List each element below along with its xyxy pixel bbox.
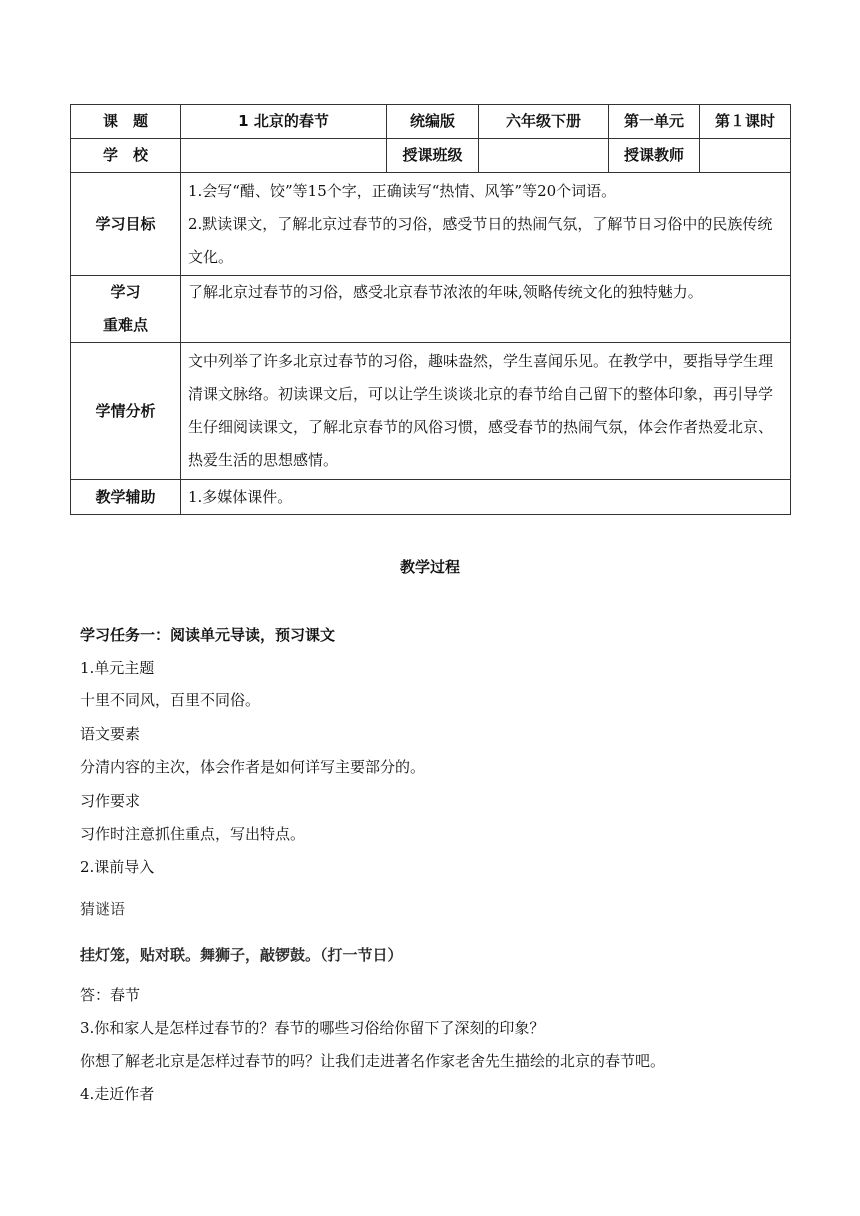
- goal-item: 2.默读课文，了解北京过春节的习俗，感受节日的热闹气氛，了解节日习俗中的民族传统文化。: [188, 214, 773, 266]
- aids-content: 1.多媒体课件。: [181, 480, 791, 515]
- teacher-label: 授课教师: [609, 139, 700, 173]
- key-points-label-line: 重难点: [102, 316, 148, 334]
- edition-cell: 统编版: [387, 105, 479, 139]
- grade-cell: 六年级下册: [479, 105, 609, 139]
- key-points-content: [181, 276, 791, 343]
- table-row: [71, 173, 791, 276]
- task-heading: 学习任务一：阅读单元导读，预习课文: [80, 626, 336, 644]
- goal-item: 1.会写“醋、饺”等15个字，正确读写“热情、风筝”等20个词语。: [188, 181, 617, 200]
- lesson-title: 1 北京的春节: [181, 105, 387, 139]
- goals-label: 学习目标: [71, 173, 181, 276]
- key-points-label-line: 学习: [110, 283, 141, 301]
- class-label: 授课班级: [387, 139, 479, 173]
- text-line: 1.单元主题: [80, 659, 155, 677]
- riddle-title: 猜谜语: [80, 900, 126, 918]
- table-row: [71, 343, 791, 480]
- process-title: 教学过程: [399, 558, 460, 576]
- text-line: 4.走近作者: [80, 1085, 155, 1103]
- riddle-answer: 答：春节: [80, 986, 141, 1004]
- table-row: [71, 480, 791, 515]
- class-value: [479, 139, 609, 173]
- riddle-text: 挂灯笼，贴对联。舞狮子，敲锣鼓。（打一节日）: [80, 946, 403, 964]
- text-line: 十里不同风，百里不同俗。: [80, 691, 261, 709]
- text-line: 你想了解老北京是怎样过春节的吗？让我们走进著名作家老舍先生描绘的北京的春节吧。: [80, 1052, 666, 1070]
- table-row: [71, 276, 791, 343]
- analysis-content: [181, 343, 791, 480]
- school-value: [181, 139, 387, 173]
- text-line: 语文要素: [80, 725, 141, 743]
- lesson-info-table: [70, 104, 791, 515]
- text-line: 习作要求: [80, 792, 141, 810]
- text-line: 习作时注意抓住重点，写出特点。: [80, 825, 306, 843]
- school-label: 学 校: [71, 139, 181, 173]
- teacher-value: [700, 139, 791, 173]
- key-points-label: [71, 276, 181, 343]
- text-line: 分清内容的主次，体会作者是如何详写主要部分的。: [80, 758, 426, 776]
- lesson-number-cell: 第１课时: [700, 105, 791, 139]
- table-row: [71, 139, 791, 173]
- text-line: 3.你和家人是怎样过春节的？春节的哪些习俗给你留下了深刻的印象？: [80, 1019, 545, 1037]
- analysis-text: 文中列举了许多北京过春节的习俗，趣味盎然，学生喜闻乐见。在教学中，要指导学生理清课文脉络。初读课文后，可以让学生谈谈北京的春节给自己留下的整体印象，再引导学生仔细阅读课文，了解北京春节的风俗习惯，感受春节的热闹气氛，体会作者热爱北京、热爱生活的思想感情。: [188, 352, 774, 469]
- aids-label: 教学辅助: [71, 480, 181, 515]
- key-points-text: 了解北京过春节的习俗，感受北京春节浓浓的年味,领略传统文化的独特魅力。: [188, 283, 703, 301]
- table-row: [71, 105, 791, 139]
- analysis-label: 学情分析: [71, 343, 181, 480]
- topic-label: 课 题: [71, 105, 181, 139]
- text-line: 2.课前导入: [80, 858, 155, 876]
- goals-content: [181, 173, 791, 276]
- unit-cell: 第一单元: [609, 105, 700, 139]
